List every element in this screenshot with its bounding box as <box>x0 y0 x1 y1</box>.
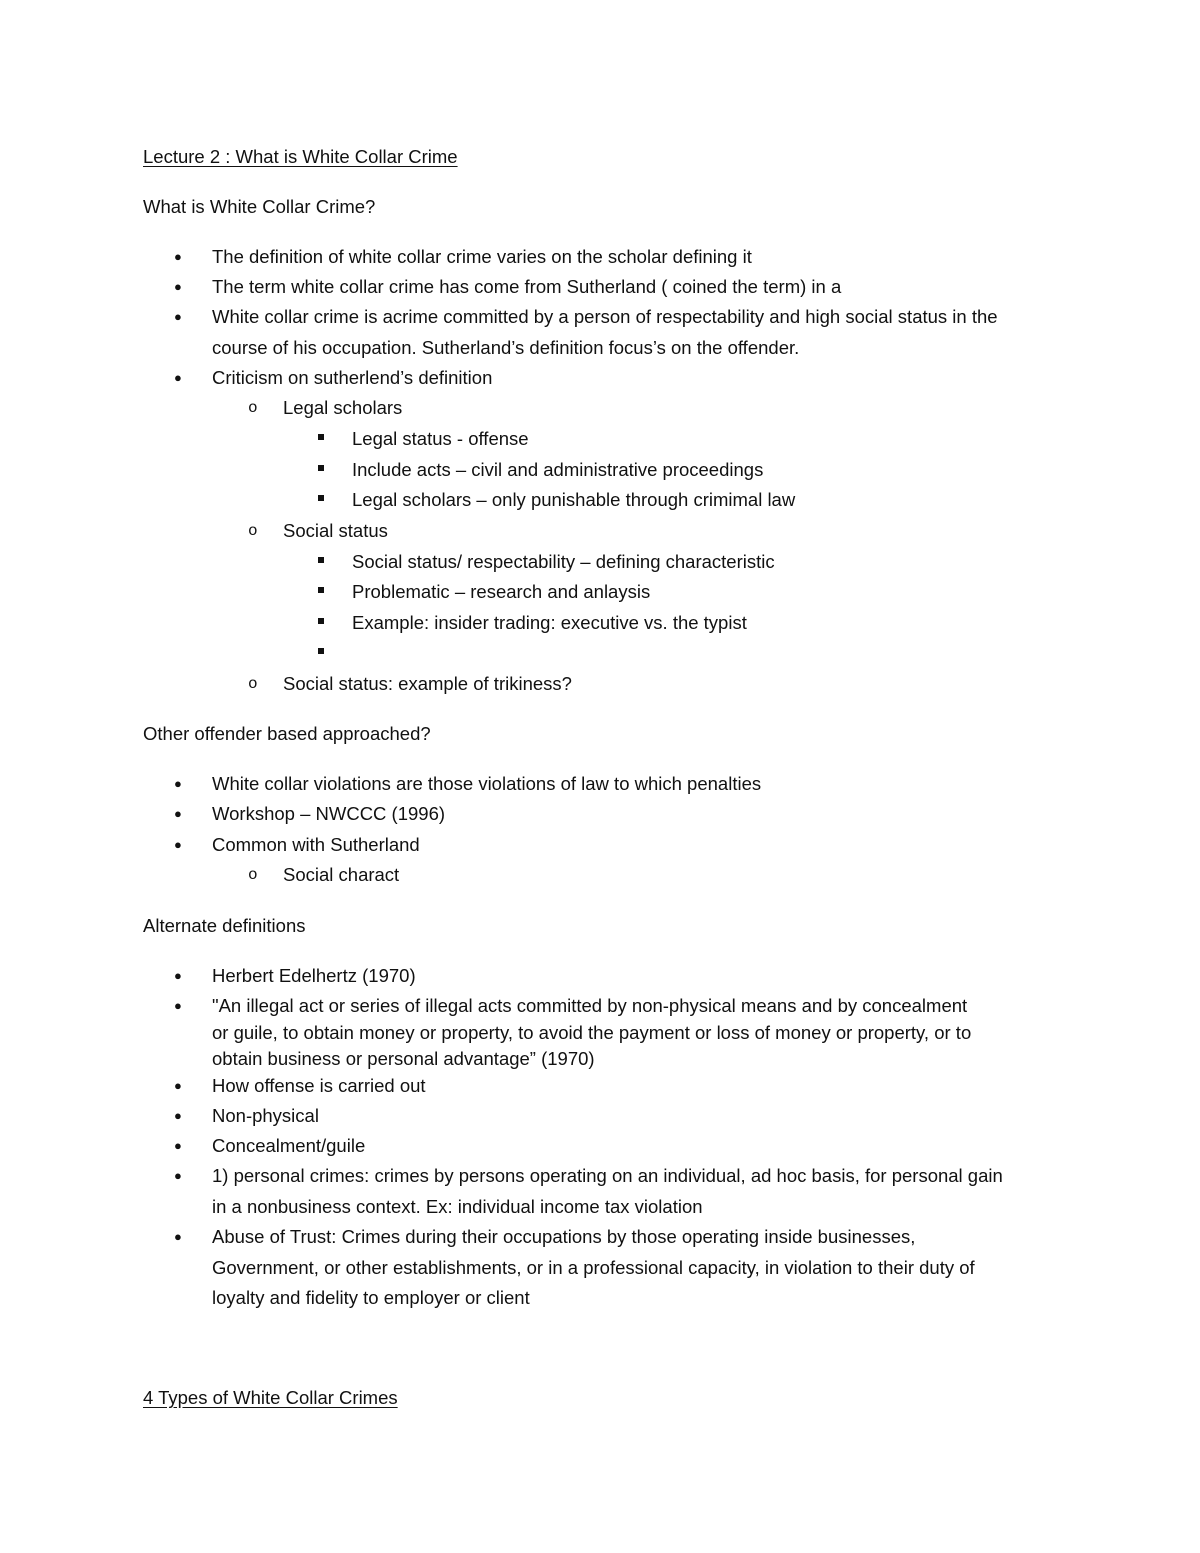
list-item: Common with Sutherland <box>212 834 420 855</box>
list-item: White collar crime is acrime committed by a person of respectability and high social status in the <box>212 306 998 327</box>
section-heading-what-is: What is White Collar Crime? <box>143 196 376 217</box>
list-item: Criticism on sutherlend’s definition <box>212 367 493 388</box>
list-item: Workshop – NWCCC (1996) <box>212 803 446 824</box>
list-item: Herbert Edelhertz (1970) <box>212 965 416 986</box>
bullet-disc-icon: ● <box>174 806 182 821</box>
bullet-disc-icon: ● <box>174 279 182 294</box>
list-item: The definition of white collar crime varies on the scholar defining it <box>212 246 752 267</box>
bullet-disc-icon: ● <box>174 309 182 324</box>
list-item: White collar violations are those violations of law to which penalties <box>212 773 762 794</box>
list-item-continuation: obtain business or personal advantage” (1970) <box>212 1048 595 1069</box>
list-item: The term white collar crime has come from Sutherland ( coined the term) in a <box>212 276 842 297</box>
list-item: How offense is carried out <box>212 1075 426 1096</box>
list-item: "An illegal act or series of illegal acts committed by non-physical means and by concealment <box>212 995 968 1016</box>
section-heading-alternate: Alternate definitions <box>143 915 306 936</box>
bullet-square-icon <box>318 618 324 624</box>
bullet-disc-icon: ● <box>174 1138 182 1153</box>
list-item-continuation: in a nonbusiness context. Ex: individual income tax violation <box>212 1196 703 1217</box>
sub-sub-list-item: Social status/ respectability – defining characteristic <box>352 551 775 572</box>
sub-list-item: Social status <box>283 520 388 541</box>
bullet-disc-icon: ● <box>174 1108 182 1123</box>
list-item-continuation: loyalty and fidelity to employer or client <box>212 1287 530 1308</box>
list-item: 1) personal crimes: crimes by persons operating on an individual, ad hoc basis, for personal gain <box>212 1165 1003 1186</box>
list-item: Non-physical <box>212 1105 319 1126</box>
list-item-continuation: or guile, to obtain money or property, to avoid the payment or loss of money or property, or to <box>212 1022 972 1043</box>
list-item: Concealment/guile <box>212 1135 366 1156</box>
bullet-disc-icon: ● <box>174 249 182 264</box>
bullet-disc-icon: ● <box>174 370 182 385</box>
list-item-continuation: Government, or other establishments, or in a professional capacity, in violation to their duty of <box>212 1257 975 1278</box>
bullet-disc-icon: ● <box>174 1078 182 1093</box>
sub-sub-list-item: Problematic – research and anlaysis <box>352 581 651 602</box>
bullet-disc-icon: ● <box>174 776 182 791</box>
bullet-circle-icon: o <box>248 675 258 693</box>
list-item: Abuse of Trust: Crimes during their occupations by those operating inside businesses, <box>212 1226 916 1247</box>
sub-sub-list-item: Example: insider trading: executive vs. the typist <box>352 612 747 633</box>
bullet-circle-icon: o <box>248 399 258 417</box>
bullet-disc-icon: ● <box>174 998 182 1013</box>
section-heading-other: Other offender based approached? <box>143 723 431 744</box>
sub-sub-list-item: Include acts – civil and administrative proceedings <box>352 459 764 480</box>
bullet-square-icon <box>318 434 324 440</box>
sub-list-item: Social charact <box>283 864 400 885</box>
bullet-square-icon <box>318 465 324 471</box>
bullet-square-icon <box>318 557 324 563</box>
bullet-square-icon <box>318 648 324 654</box>
bullet-square-icon <box>318 495 324 501</box>
lecture-title: Lecture 2 : What is White Collar Crime <box>143 146 458 167</box>
sub-sub-list-item: Legal status - offense <box>352 428 529 449</box>
bullet-circle-icon: o <box>248 522 258 540</box>
sub-sub-list-item: Legal scholars – only punishable through crimimal law <box>352 489 796 510</box>
bullet-square-icon <box>318 587 324 593</box>
bullet-disc-icon: ● <box>174 1229 182 1244</box>
section-heading-four-types: 4 Types of White Collar Crimes <box>143 1387 398 1408</box>
bullet-disc-icon: ● <box>174 968 182 983</box>
bullet-circle-icon: o <box>248 866 258 884</box>
list-item-continuation: course of his occupation. Sutherland’s definition focus’s on the offender. <box>212 337 800 358</box>
bullet-disc-icon: ● <box>174 1168 182 1183</box>
bullet-disc-icon: ● <box>174 837 182 852</box>
sub-list-item: Social status: example of trikiness? <box>283 673 572 694</box>
sub-list-item: Legal scholars <box>283 397 403 418</box>
